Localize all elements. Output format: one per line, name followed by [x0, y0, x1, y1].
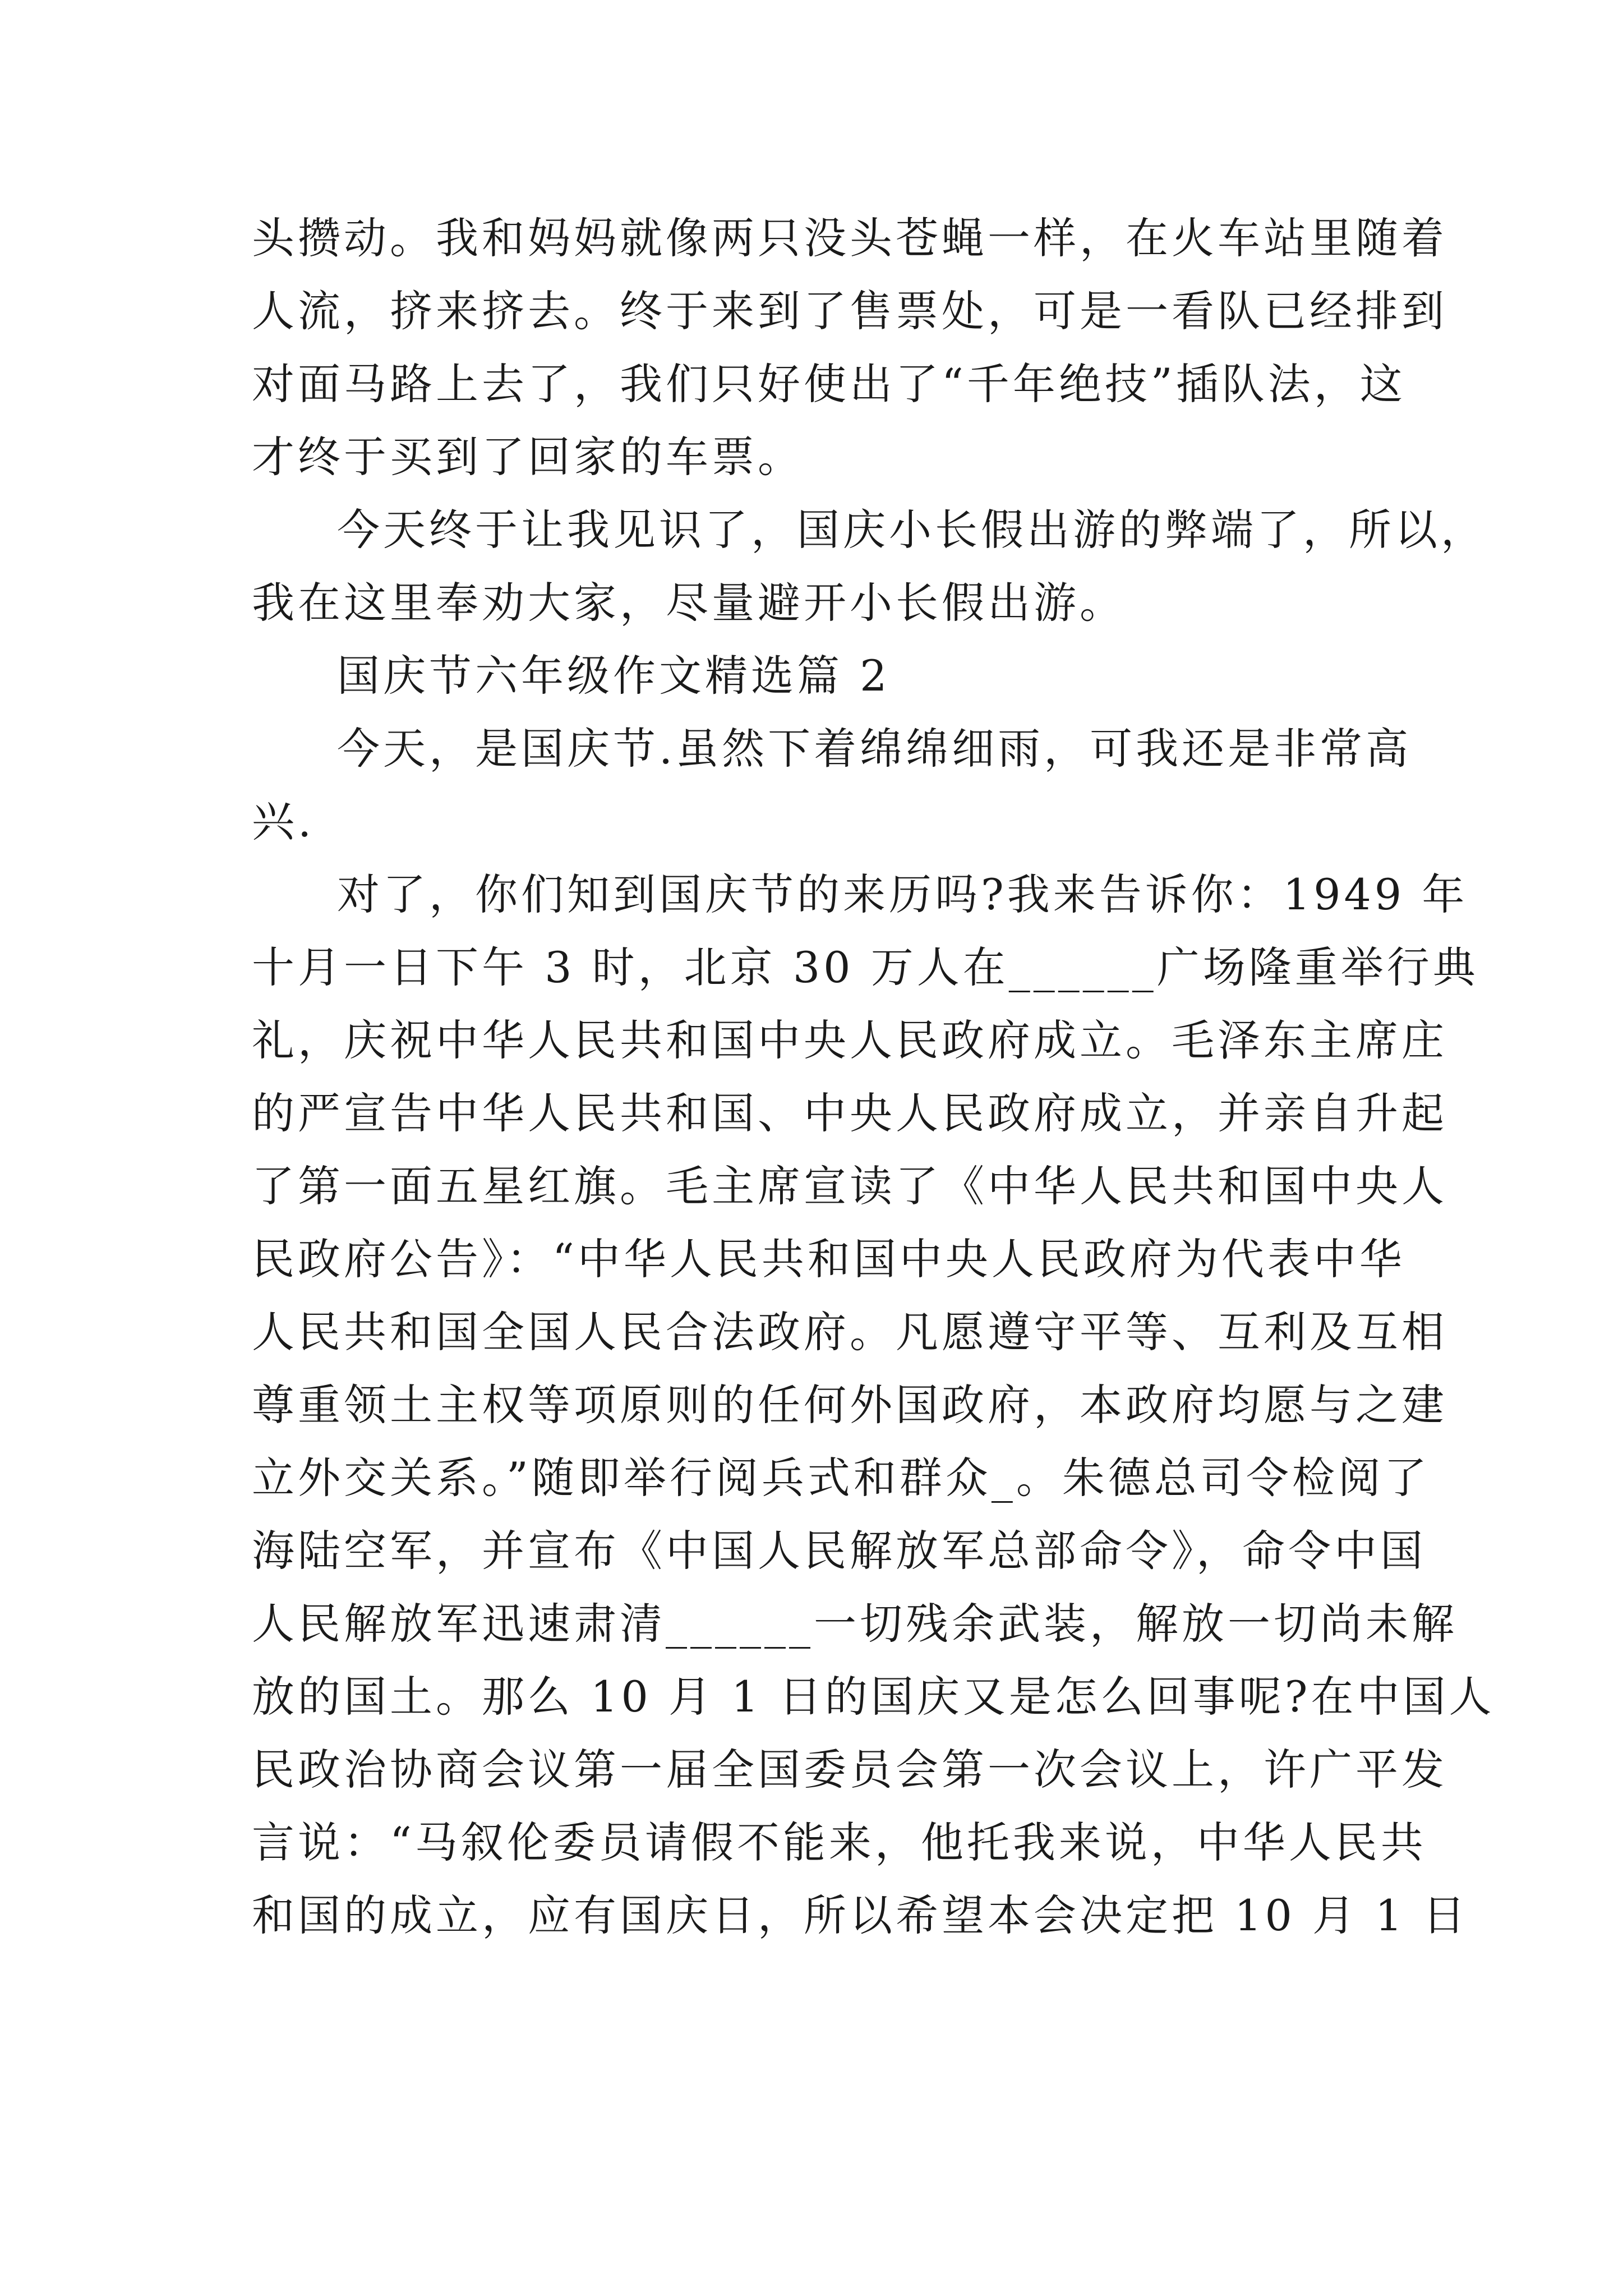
text-line: 放的国土。那么 10 月 1 日的国庆又是怎么回事呢?在中国人 — [252, 1672, 1495, 1722]
section-heading: 国庆节六年级作文精选篇 2 — [337, 651, 891, 701]
text-line: 十月一日下午 3 时，北京 30 万人在______广场隆重举行典 — [252, 942, 1479, 992]
text-line: 我在这里奉劝大家，尽量避开小长假出游。 — [252, 578, 1126, 628]
text-line: 人流，挤来挤去。终于来到了售票处，可是一看队已经排到 — [252, 286, 1447, 336]
text-line: 对了，你们知到国庆节的来历吗?我来告诉你：1949 年 — [337, 869, 1468, 919]
text-line: 的严宣告中华人民共和国、中央人民政府成立，并亲自升起 — [252, 1088, 1447, 1138]
text-line: 民政府公告》：“中华人民共和国中央人民政府为代表中华 — [252, 1234, 1405, 1284]
text-line: 才终于买到了回家的车票。 — [252, 432, 804, 482]
text-line: 人民共和国全国人民合法政府。凡愿遵守平等、互利及互相 — [252, 1307, 1447, 1357]
text-line: 今天，是国庆节.虽然下着绵绵细雨，可我还是非常高 — [337, 724, 1412, 774]
text-line: 立外交关系。”随即举行阅兵式和群众_。朱德总司令检阅了 — [252, 1453, 1430, 1503]
body-text — [252, 202, 1495, 1952]
text-line: 礼，庆祝中华人民共和国中央人民政府成立。毛泽东主席庄 — [252, 1015, 1447, 1065]
text-line: 了第一面五星红旗。毛主席宣读了《中华人民共和国中央人 — [252, 1161, 1447, 1211]
text-line: 头攒动。我和妈妈就像两只没头苍蝇一样，在火车站里随着 — [252, 213, 1447, 263]
text-line: 言说：“马叙伦委员请假不能来，他托我来说，中华人民共 — [252, 1818, 1427, 1867]
text-line: 尊重领土主权等项原则的任何外国政府，本政府均愿与之建 — [252, 1380, 1447, 1430]
text-line: 兴. — [252, 797, 315, 846]
text-line: 对面马路上去了，我们只好使出了“千年绝技”插队法，这 — [252, 359, 1406, 409]
text-line: 海陆空军，并宣布《中国人民解放军总部命令》，命令中国 — [252, 1526, 1426, 1576]
text-line: 人民解放军迅速肃清______一切残余武装，解放一切尚未解 — [252, 1599, 1458, 1649]
text-line: 民政治协商会议第一届全国委员会第一次会议上，许广平发 — [252, 1745, 1447, 1795]
text-line: 今天终于让我见识了，国庆小长假出游的弊端了，所以， — [337, 505, 1487, 555]
text-line: 和国的成立，应有国庆日，所以希望本会决定把 10 月 1 日 — [252, 1890, 1469, 1940]
